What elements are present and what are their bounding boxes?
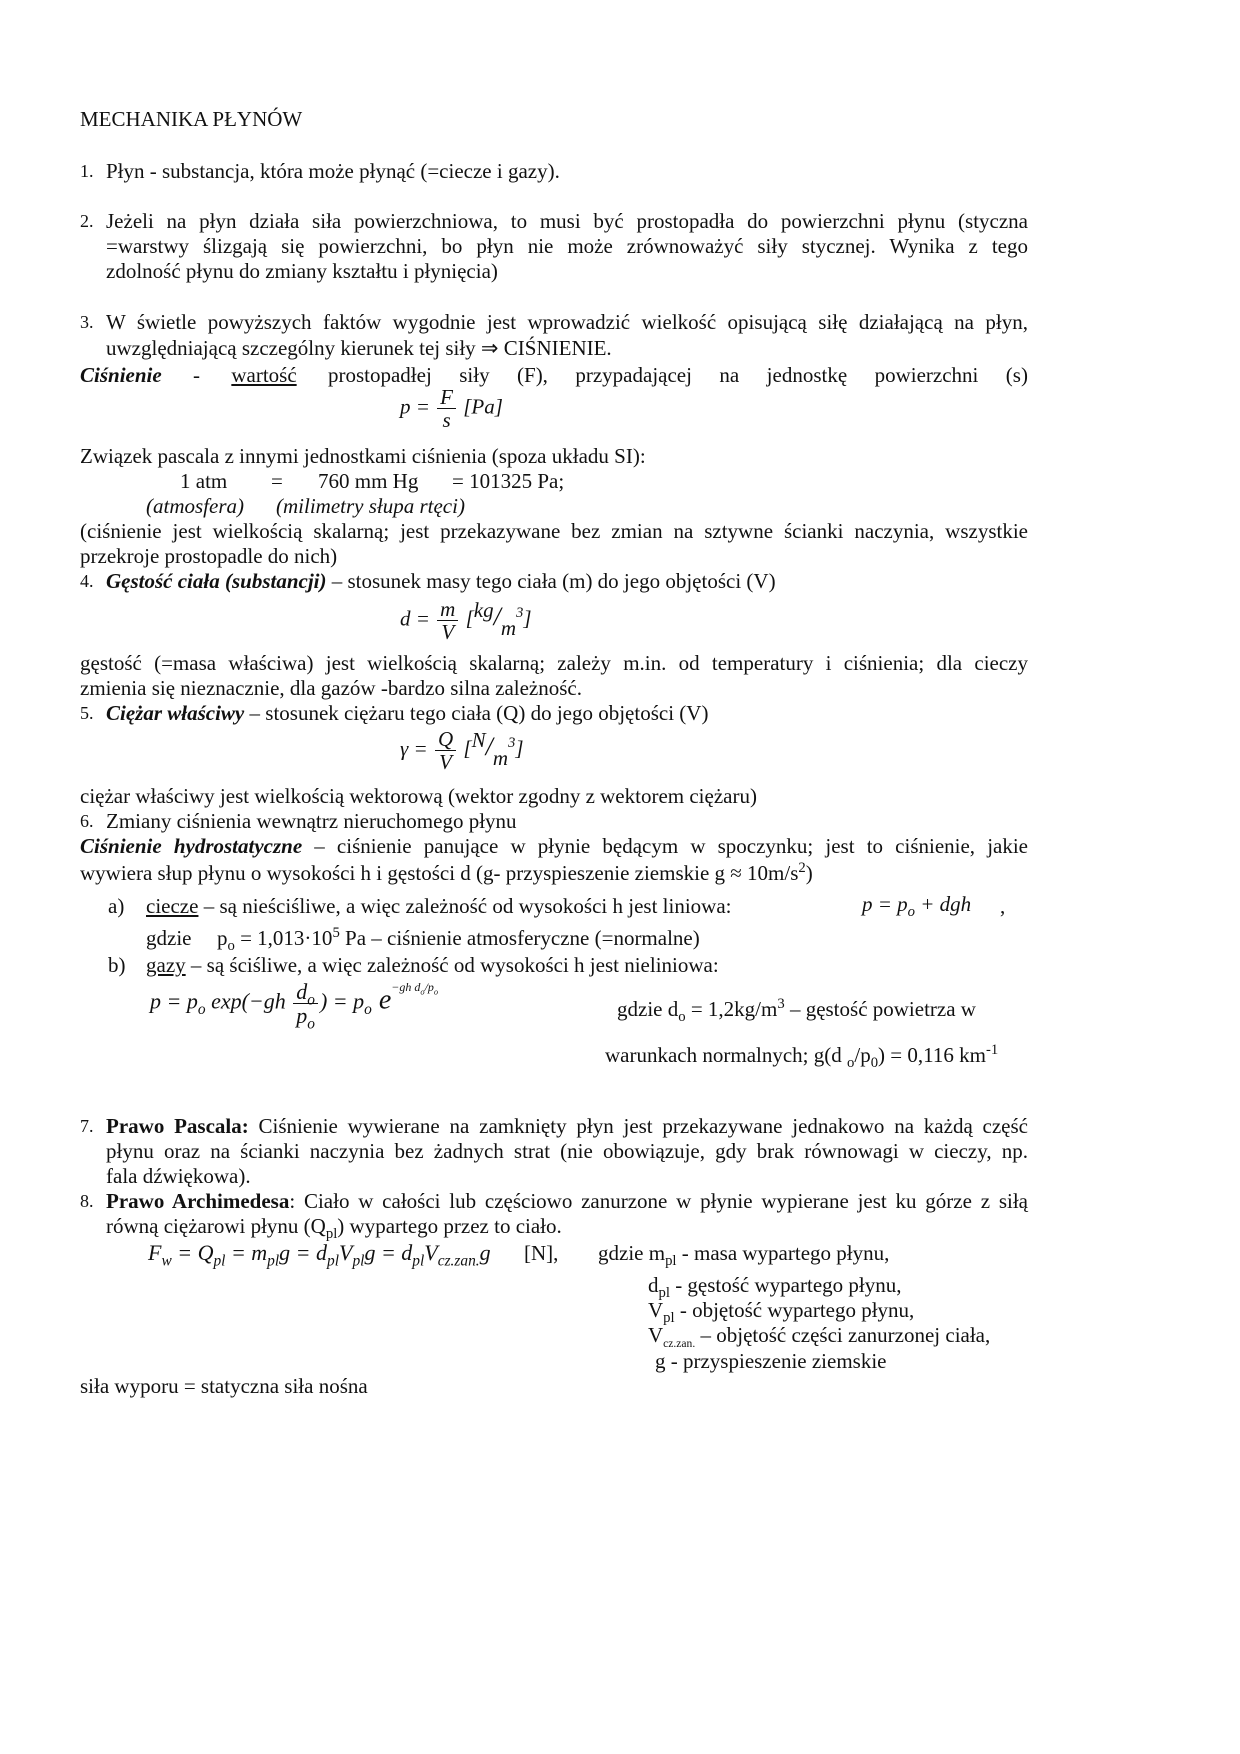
item-7-line: płynu oraz na ścianki naczynia bez żadnych strat (nie obowiązuje, gdy brak równowagi w cieczy, np. (106, 1139, 1028, 1163)
unit: [Pa] (463, 394, 503, 419)
text: = Q (171, 1240, 214, 1265)
mmhg-label: (milimetry słupa rtęci) (276, 494, 465, 518)
text: V (648, 1298, 664, 1322)
text: warunkach normalnych; g(d (605, 1043, 848, 1067)
text: ) = p (319, 988, 365, 1014)
subscript: pl (267, 1252, 280, 1270)
text: V (424, 1240, 438, 1265)
item-number: 1. (80, 161, 94, 181)
text: g = d (279, 1240, 328, 1265)
weight-note: ciężar właściwy jest wielkością wektorową (wektor zgodny z wektorem ciężaru) (80, 784, 757, 808)
subitem-b-text (146, 952, 719, 978)
formula-lhs: d = (400, 606, 430, 631)
item-3-line: uwzględniającą szczególny kierunek tej siły ⇒ CIŚNIENIE. (106, 336, 612, 360)
subitem-a-text (146, 893, 731, 919)
subscript: o (307, 991, 315, 1009)
subscript: o (847, 1055, 855, 1072)
text: /p (854, 1043, 871, 1067)
item-4-text (106, 568, 776, 594)
text: – gęstość powietrza w (784, 997, 976, 1021)
equals: = (271, 469, 283, 493)
text: - objętość wypartego płynu, (674, 1298, 915, 1322)
text: - gęstość wypartego płynu, (669, 1273, 902, 1297)
item-number: 2. (80, 211, 94, 231)
text: F (148, 1240, 162, 1265)
term: Ciężar właściwy (106, 701, 245, 725)
atm-value: 1 atm (180, 469, 228, 493)
subscript: 0 (870, 1055, 879, 1072)
denominator (293, 1003, 318, 1033)
text: p = p (862, 892, 908, 916)
legend-line (648, 1297, 915, 1327)
text: ) = 0,116 km (878, 1043, 986, 1067)
formula-archimedes (148, 1240, 491, 1270)
exponent (391, 979, 439, 997)
fraction (293, 979, 318, 1033)
text: gdzie m (598, 1241, 666, 1265)
text: gdzie d (617, 997, 679, 1021)
subscript: cz.zan. (663, 1338, 696, 1351)
denominator: V (441, 620, 455, 645)
formula-lhs: γ = (400, 736, 428, 761)
item-number: 4. (80, 571, 94, 591)
term: Ciśnienie hydrostatyczne (80, 834, 303, 858)
subscript: pl (665, 1253, 677, 1270)
numerator: F (437, 386, 456, 409)
term: Prawo Archimedesa (106, 1189, 290, 1213)
legend-line (648, 1272, 902, 1302)
subitem-label: a) (108, 894, 125, 918)
subscript: o (227, 938, 235, 955)
exponent: 5 (332, 925, 340, 941)
mmhg-value: 760 mm Hg (318, 469, 419, 493)
text: – są ściśliwe, a więc zależność od wysokości h jest nieliniowa: (185, 953, 719, 977)
item-number: 6. (80, 811, 94, 831)
gdzie: gdzie (146, 926, 192, 950)
unit-bottom: m (492, 746, 508, 771)
subscript: pl (658, 1285, 670, 1302)
unit-bottom: m (500, 616, 517, 641)
text: Pa – ciśnienie atmosferyczne (=normalne) (339, 926, 700, 950)
fraction (437, 386, 456, 431)
definition: – stosunek masy tego ciała (m) do jego objętości (V) (326, 569, 776, 593)
exponent: 2 (798, 860, 806, 876)
subscript: o (907, 904, 916, 921)
term-underlined: wartość (231, 363, 297, 387)
unit-exponent: 3 (516, 605, 524, 622)
unit-newton: [N], (524, 1241, 559, 1265)
text: exp(−gh (205, 988, 286, 1014)
term: Prawo Pascala: (106, 1114, 249, 1138)
exponent: -1 (985, 1042, 999, 1058)
subscript: pl (663, 1310, 675, 1327)
item-2-line: Jeżeli na płyn działa siła powierzchniowa, to musi być prostopadła do powierzchni płynu (styczna (106, 209, 1028, 233)
subscript: o (433, 987, 439, 997)
formula-specific-weight (400, 728, 524, 773)
fraction (435, 728, 456, 773)
text: g = d (364, 1240, 413, 1265)
formula-density (400, 598, 532, 643)
subscript: o (420, 987, 425, 997)
item-8-line (106, 1213, 562, 1243)
exponent: 3 (777, 996, 785, 1012)
definition-rest: prostopadłej siły (F), przypadającej na jednostkę powierzchni (s) (327, 363, 1028, 387)
density-note: zmienia się nieznacznie, dla gazów -bardzo silna zależność. (80, 676, 583, 700)
item-7-line: fala dźwiękowa). (106, 1164, 251, 1188)
subscript: w (161, 1252, 172, 1270)
subscript: o (678, 1009, 686, 1026)
pa-value: = 101325 Pa; (452, 469, 565, 493)
text: równą ciężarowi płynu (Q (106, 1214, 326, 1238)
subscript: o (307, 1015, 315, 1033)
formula-gas (150, 979, 439, 1033)
subscript: o (197, 1001, 206, 1019)
text: : Ciało w całości lub częściowo zanurzone w płynie wypierane jest ku górze z siłą (289, 1189, 1028, 1213)
unit-bracket: $[N/m^3]$ (463, 728, 524, 771)
item-2-line: zdolność płynu do zmiany kształtu i płynięcia) (106, 259, 498, 283)
text: p (217, 926, 228, 950)
item-number: 8. (80, 1191, 94, 1211)
legend-line (648, 1322, 991, 1351)
subscript: cz.zan. (437, 1252, 480, 1270)
pascal-intro: Związek pascala z innymi jednostkami ciśnienia (spoza układu SI): (80, 444, 646, 468)
definition: – ciśnienie panujące w płynie będącym w spoczynku; jest to ciśnienie, jakie (302, 834, 1029, 858)
text: V (339, 1240, 353, 1265)
comma: , (1000, 894, 1006, 918)
text: – są nieściśliwe, a więc zależność od wysokości h jest liniowa: (198, 894, 732, 918)
term: ciecze (146, 894, 199, 918)
dash: - (193, 363, 201, 387)
text: = 1,2kg/m (685, 997, 778, 1021)
subscript: pl (412, 1252, 425, 1270)
legend-line (598, 1240, 890, 1270)
text: V (648, 1323, 664, 1347)
normal-conditions-note (605, 1042, 999, 1072)
text: ) (805, 861, 813, 885)
text: – objętość części zanurzonej ciała, (695, 1323, 991, 1347)
subscript: pl (325, 1226, 338, 1243)
item-7-line (106, 1113, 1028, 1139)
hydrostatic-line (80, 860, 813, 886)
text: - masa wypartego płynu, (676, 1241, 890, 1265)
formula-lhs: p = (400, 394, 430, 419)
term: Ciśnienie (80, 363, 162, 387)
final-note: siła wyporu = statyczna siła nośna (80, 1374, 368, 1398)
pressure-definition (80, 362, 1028, 388)
formula-pressure (400, 386, 503, 431)
unit-exponent: 3 (507, 735, 516, 752)
item-3-line: W świetle powyższych faktów wygodnie jest wprowadzić wielkość opisującą siłę działającą na płyn, (106, 310, 1028, 334)
text: p = p (150, 988, 198, 1014)
text: g (479, 1240, 491, 1265)
term: gazy (146, 953, 186, 977)
text: e (371, 984, 392, 1016)
legend-line: g - przyspieszenie ziemskie (655, 1349, 887, 1373)
item-8-line (106, 1188, 1028, 1214)
item-2-line: =warstwy ślizgają się powierzchni, bo płyn nie może zrównoważyć siły stycznej. Wynika z tego (106, 234, 1028, 258)
denominator: V (439, 750, 452, 775)
subscript: pl (352, 1252, 365, 1270)
text: ) wypartego przez to ciało. (337, 1214, 562, 1238)
text: /p (424, 979, 434, 994)
text: wywiera słup płynu o wysokości h i gęstości d (g- przyspieszenie ziemskie g ≈ 10m/s (80, 861, 799, 885)
item-6-text: Zmiany ciśnienia wewnątrz nieruchomego płynu (106, 809, 517, 833)
fraction (437, 598, 458, 643)
term: Gęstość ciała (substancji) (106, 569, 327, 593)
item-number: 3. (80, 312, 94, 332)
subscript: o (364, 1001, 372, 1019)
item-1-text: Płyn - substancja, która może płynąć (=ciecze i gazy). (106, 159, 560, 183)
scalar-note: (ciśnienie jest wielkością skalarną; jest przekazywane bez zmian na sztywne ścianki naczynia, wszystkie (80, 519, 1028, 543)
unit-bracket: $[kg/m^3]$ (465, 598, 532, 641)
text: p (296, 1003, 308, 1029)
scalar-note: przekroje prostopadle do nich) (80, 544, 338, 568)
text: + dgh (915, 892, 972, 916)
item-number: 7. (80, 1116, 94, 1136)
atm-label: (atmosfera) (146, 494, 244, 518)
unit-top: kg (473, 598, 494, 623)
numerator: m (437, 598, 458, 621)
air-density-note (617, 996, 976, 1026)
numerator (293, 979, 318, 1009)
document-title: MECHANIKA PŁYNÓW (80, 107, 303, 131)
text: d (296, 979, 308, 1004)
text: d (648, 1273, 659, 1297)
subscript: pl (327, 1252, 339, 1270)
hydrostatic-line (80, 833, 1028, 859)
formula-liquid (862, 891, 972, 921)
subscript: pl (213, 1252, 226, 1270)
text: −gh d (391, 979, 421, 994)
atmospheric-pressure (217, 925, 700, 955)
density-note: gęstość (=masa właściwa) jest wielkością skalarną; zależy m.in. od temperatury i ciśnienia; dla cieczy (80, 651, 1028, 675)
text: Ciśnienie wywierane na zamknięty płyn jest przekazywane jednakowo na każdą część (248, 1114, 1028, 1138)
text: = 1,013·10 (234, 926, 333, 950)
text: = m (225, 1240, 268, 1265)
unit-top: N (471, 728, 486, 753)
subitem-label: b) (108, 953, 126, 977)
item-5-text (106, 700, 708, 726)
definition: – stosunek ciężaru tego ciała (Q) do jego objętości (V) (244, 701, 709, 725)
denominator: s (442, 408, 451, 433)
item-number: 5. (80, 703, 94, 723)
numerator: Q (435, 728, 456, 751)
